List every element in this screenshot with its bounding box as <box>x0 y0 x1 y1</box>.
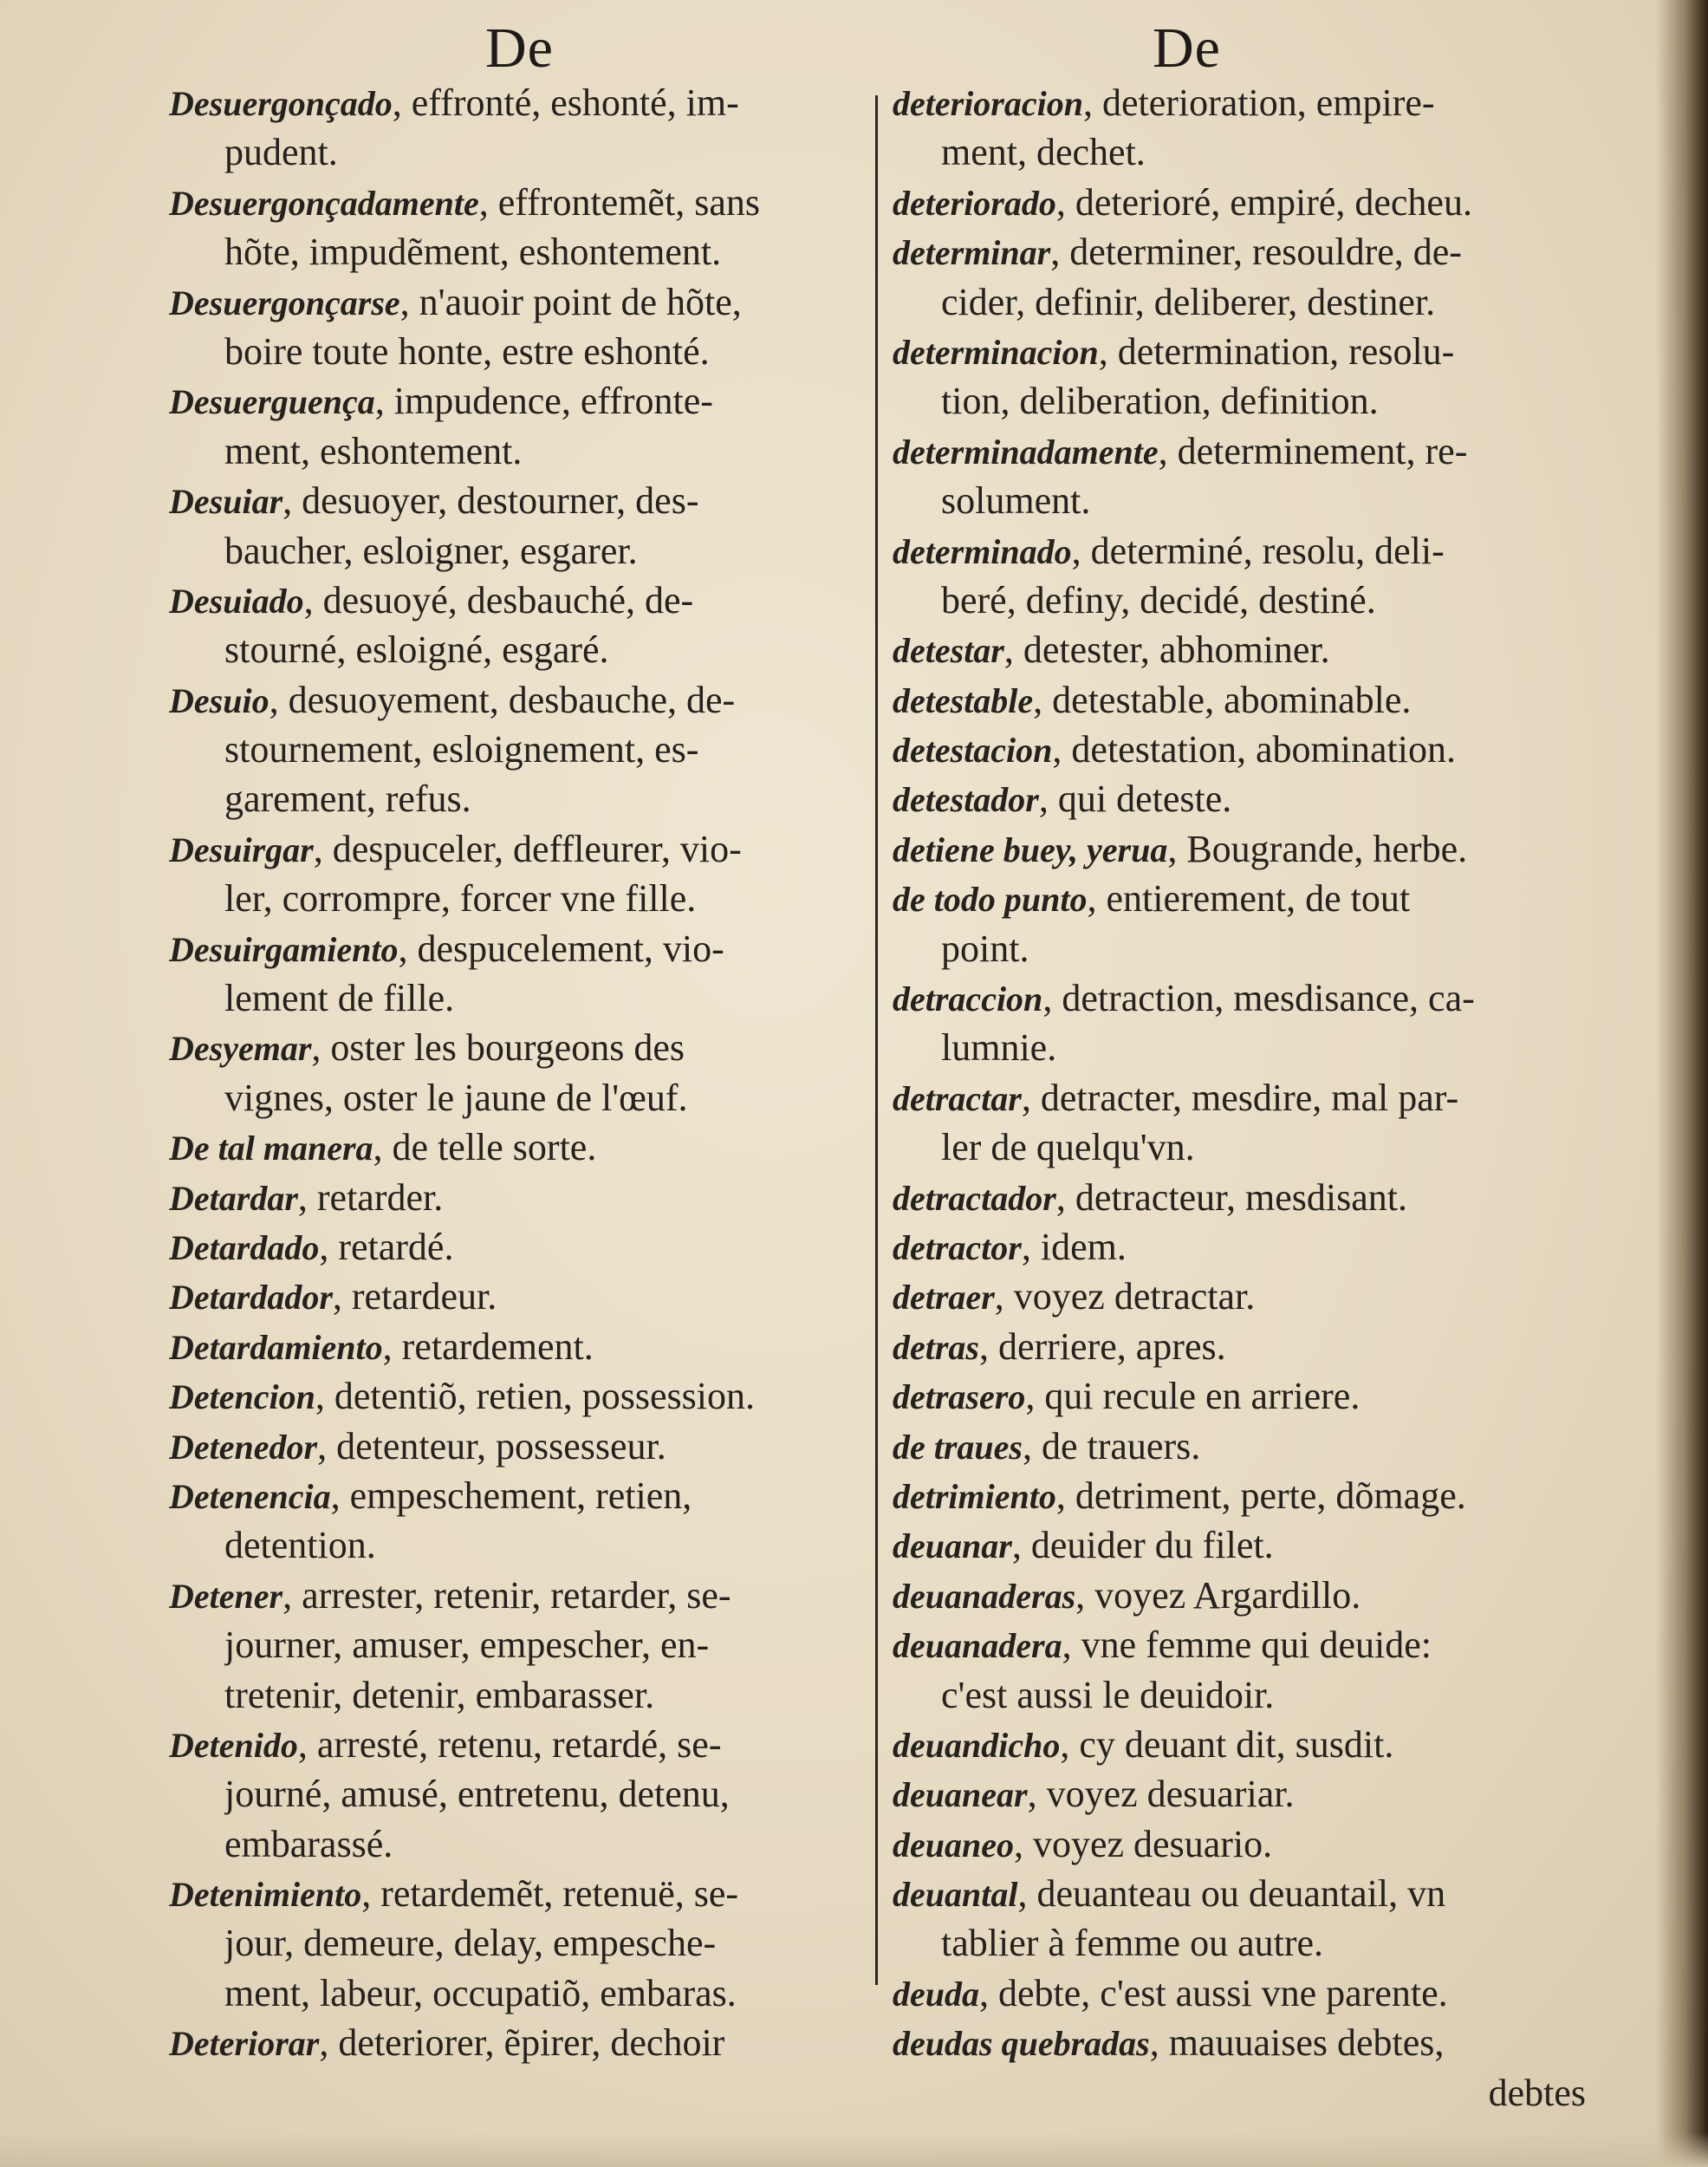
dictionary-entry <box>893 327 1586 376</box>
entry-definition: , despucelement, vio- <box>398 927 724 970</box>
entry-definition: , cy deuant dit, susdit. <box>1060 1722 1394 1766</box>
entry-definition: , deterioration, empire- <box>1082 81 1435 124</box>
dictionary-entry <box>169 376 862 426</box>
entry-definition: , detenteur, possesseur. <box>317 1424 666 1467</box>
entry-definition: , deteriorer, ẽpirer, dechoir <box>319 2021 725 2065</box>
entry-definition: , retardeur. <box>332 1275 497 1318</box>
entry-headword: Desuiar <box>169 482 283 522</box>
dictionary-entry <box>893 78 1586 127</box>
entry-headword: de traues <box>893 1427 1023 1467</box>
dictionary-entry <box>893 973 1586 1023</box>
entry-definition: , determiner, resouldre, de- <box>1050 231 1462 274</box>
dictionary-entry <box>169 1422 862 1471</box>
entry-headword: Desuergonçado <box>169 84 393 123</box>
entry-continuation: tretenir, detenir, embarasser. <box>224 1673 655 1716</box>
dictionary-entry <box>893 1720 1586 1769</box>
entry-continuation: stourné, esloigné, esgaré. <box>224 628 609 672</box>
entry-headword: detraccion <box>893 979 1043 1019</box>
dictionary-entry <box>169 1023 862 1072</box>
entry-headword: Detardar <box>169 1178 298 1218</box>
entry-definition: , despuceler, deffleurer, vio- <box>313 827 742 870</box>
entry-headword: determinado <box>893 531 1072 571</box>
entry-headword: Desuergonçadamente <box>169 183 479 223</box>
entry-definition: , desuoyer, destourner, des- <box>283 479 699 523</box>
entry-continuation: solument. <box>941 479 1091 523</box>
entry-headword: deuanaderas <box>893 1576 1076 1616</box>
dictionary-entry <box>169 1371 862 1421</box>
entry-headword: detraer <box>893 1278 995 1318</box>
dictionary-entry <box>893 1819 1586 1869</box>
entry-definition: , voyez desuariar. <box>1027 1773 1295 1816</box>
dictionary-entry <box>169 1222 862 1272</box>
dictionary-entry <box>893 1769 1586 1819</box>
entry-definition: , voyez detractar. <box>994 1275 1256 1318</box>
entry-continuation: ler, corrompre, forcer vne fille. <box>224 877 697 921</box>
entry-definition: , entierement, de tout <box>1087 877 1411 921</box>
entry-continuation: stournement, esloignement, es- <box>224 728 699 771</box>
entry-continuation: boire toute honte, estre eshonté. <box>224 329 710 373</box>
dictionary-entry <box>893 426 1586 476</box>
entry-definition: , effronté, eshonté, im- <box>392 81 739 124</box>
entry-definition: , retardemẽt, retenuë, se- <box>361 1872 739 1916</box>
running-head-left: De <box>485 16 554 80</box>
entry-headword: detractar <box>893 1078 1022 1118</box>
entry-definition: , qui deteste. <box>1038 778 1232 821</box>
entry-headword: Detenimiento <box>169 1875 362 1915</box>
entry-definition: , qui recule en arriere. <box>1025 1375 1361 1418</box>
entry-headword: deuanadera <box>893 1626 1062 1666</box>
entry-headword: determinar <box>893 233 1051 273</box>
entry-headword: Desuergonçarse <box>169 283 400 322</box>
dictionary-entry <box>893 526 1586 576</box>
entry-headword: detrasero <box>893 1377 1026 1417</box>
dictionary-entry <box>169 277 862 327</box>
dictionary-entry <box>893 824 1586 874</box>
entry-headword: deuda <box>893 1974 979 2014</box>
entry-headword: detestable <box>893 680 1034 720</box>
entry-headword: detractador <box>893 1178 1056 1218</box>
entry-definition: , deuider du filet. <box>1011 1524 1274 1567</box>
entry-continuation: c'est aussi le deuidoir. <box>941 1673 1275 1716</box>
entry-headword: Desuirgamiento <box>169 929 399 969</box>
entry-headword: deuanar <box>893 1526 1012 1566</box>
entry-definition: , detraction, mesdisance, ca- <box>1042 977 1475 1020</box>
entry-continuation: tion, deliberation, definition. <box>941 380 1379 423</box>
entry-headword: Desuerguença <box>169 382 375 422</box>
entry-continuation: jour, demeure, delay, empesche- <box>224 1922 717 1965</box>
entry-continuation: ment, labeur, occupatiõ, embaras. <box>224 1971 737 2014</box>
dictionary-entry <box>893 1222 1586 1272</box>
entry-headword: Detardado <box>169 1227 320 1267</box>
entry-definition: , determination, resolu- <box>1098 329 1455 373</box>
entry-continuation: garement, refus. <box>224 778 471 821</box>
entry-definition: , derriere, apres. <box>979 1324 1226 1368</box>
entry-headword: Detenencia <box>169 1476 331 1516</box>
dictionary-entry <box>893 675 1586 725</box>
entry-continuation: lumnie. <box>941 1026 1057 1070</box>
entry-headword: deuandicho <box>893 1725 1061 1765</box>
dictionary-entry <box>169 1123 862 1172</box>
entry-definition: , oster les bourgeons des <box>311 1026 685 1070</box>
entry-headword: Detenedor <box>169 1427 318 1467</box>
entry-headword: Detardador <box>169 1278 333 1318</box>
entry-definition: , detester, abhominer. <box>1003 628 1330 672</box>
entry-continuation: pudent. <box>224 131 338 174</box>
entry-definition: , retardement. <box>382 1324 594 1368</box>
dictionary-entry <box>169 1272 862 1321</box>
dictionary-entry <box>893 1620 1586 1669</box>
entry-definition: , detracter, mesdire, mal par- <box>1021 1076 1459 1119</box>
entry-continuation: ler de quelqu'vn. <box>941 1126 1195 1169</box>
entry-headword: deuaneo <box>893 1825 1014 1864</box>
column-divider <box>875 95 878 1985</box>
dictionary-entry <box>169 824 862 874</box>
dictionary-entry <box>169 78 862 127</box>
entry-definition: , retardé. <box>319 1225 454 1268</box>
entry-definition: , de trauers. <box>1023 1424 1201 1467</box>
entry-definition: , arrester, retenir, retarder, se- <box>283 1573 731 1617</box>
entry-headword: deuanear <box>893 1775 1028 1815</box>
entry-continuation: point. <box>941 927 1029 970</box>
entry-headword: Detardamiento <box>169 1327 383 1367</box>
right-column <box>893 78 1586 2118</box>
entry-continuation: beré, definy, decidé, destiné. <box>941 578 1376 621</box>
entry-definition: , detentiõ, retien, possession. <box>315 1375 756 1418</box>
entry-headword: detrimiento <box>893 1476 1056 1516</box>
entry-headword: Deteriorar <box>169 2024 320 2064</box>
entry-headword: detiene buey, yerua <box>893 830 1168 869</box>
entry-continuation: tablier à femme ou autre. <box>941 1922 1324 1965</box>
entry-definition: , voyez desuario. <box>1014 1822 1273 1865</box>
entry-headword: detras <box>893 1327 979 1367</box>
entry-definition: , desuoyement, desbauche, de- <box>269 678 736 721</box>
dictionary-entry <box>893 1869 1586 1918</box>
entry-definition: , detracteur, mesdisant. <box>1055 1175 1407 1219</box>
entry-headword: Desuio <box>169 680 270 720</box>
entry-headword: deterioracion <box>893 84 1083 123</box>
entry-headword: deuantal <box>893 1875 1018 1915</box>
entry-definition: , debte, c'est aussi vne parente. <box>979 1971 1448 2014</box>
entry-headword: De tal manera <box>169 1129 373 1168</box>
entry-headword: Detenido <box>169 1725 298 1765</box>
dictionary-entry <box>169 2018 862 2067</box>
dictionary-entry <box>169 1173 862 1222</box>
page-bottom-edge <box>0 2132 1708 2167</box>
entry-definition: , deuanteau ou deuantail, vn <box>1017 1872 1446 1916</box>
entry-headword: determinadamente <box>893 432 1159 472</box>
binding-shadow <box>1656 0 1708 2167</box>
entry-continuation: ment, eshontement. <box>224 429 523 472</box>
entry-headword: detestacion <box>893 731 1053 771</box>
dictionary-entry <box>169 675 862 725</box>
entry-continuation: ment, dechet. <box>941 131 1146 174</box>
left-column <box>169 78 862 2068</box>
dictionary-entry <box>893 1173 1586 1222</box>
entry-definition: , retarder. <box>297 1175 444 1219</box>
entry-continuation: hõte, impudẽment, eshontement. <box>224 231 722 274</box>
dictionary-entry <box>169 1471 862 1520</box>
dictionary-entry <box>893 1073 1586 1123</box>
entry-headword: de todo punto <box>893 880 1088 920</box>
dictionary-entry <box>893 178 1586 227</box>
entry-headword: Detencion <box>169 1377 315 1417</box>
entry-continuation: detention. <box>224 1524 376 1567</box>
entry-continuation: vignes, oster le jaune de l'œuf. <box>224 1076 688 1119</box>
entry-continuation: journé, amusé, entretenu, detenu, <box>224 1773 730 1816</box>
dictionary-entry <box>169 476 862 525</box>
entry-headword: detractor <box>893 1227 1022 1267</box>
dictionary-entry <box>893 1571 1586 1620</box>
entry-definition: , de telle sorte. <box>373 1126 597 1169</box>
dictionary-entry <box>893 1371 1586 1421</box>
entry-definition: , mauuaises debtes, <box>1149 2021 1445 2065</box>
entry-headword: detestador <box>893 780 1039 820</box>
entry-definition: , deterioré, empiré, decheu. <box>1055 180 1472 224</box>
dictionary-entry <box>169 1571 862 1620</box>
dictionary-entry <box>893 1969 1586 2018</box>
entry-headword: detestar <box>893 631 1004 671</box>
entry-continuation: embarassé. <box>224 1822 393 1865</box>
entry-headword: deudas quebradas <box>893 2024 1150 2064</box>
entry-definition: , empeschement, retien, <box>330 1474 692 1517</box>
entry-definition: , detestation, abomination. <box>1052 728 1456 771</box>
entry-definition: , detestable, abominable. <box>1033 678 1412 721</box>
dictionary-entry <box>893 1471 1586 1520</box>
dictionary-entry <box>893 1322 1586 1371</box>
dictionary-entry <box>893 1272 1586 1321</box>
entry-headword: determinacion <box>893 332 1099 372</box>
running-head-right: De <box>1153 16 1221 80</box>
dictionary-entry <box>893 1422 1586 1471</box>
dictionary-entry <box>169 1720 862 1769</box>
entry-headword: Desuiado <box>169 581 304 621</box>
entry-continuation: journer, amuser, empescher, en- <box>224 1624 710 1667</box>
entry-headword: Detener <box>169 1576 283 1616</box>
entry-definition: , impudence, effronte- <box>374 380 713 423</box>
dictionary-entry <box>169 178 862 227</box>
entry-definition: , desuoyé, desbauché, de- <box>303 578 694 621</box>
dictionary-entry <box>893 725 1586 774</box>
entry-definition: , effrontemẽt, sans <box>478 180 760 224</box>
entry-definition: , vne femme qui deuide: <box>1062 1624 1432 1667</box>
entry-headword: Desuirgar <box>169 830 314 869</box>
entry-headword: deteriorado <box>893 183 1056 223</box>
dictionary-entry <box>169 924 862 973</box>
entry-definition: , arresté, retenu, retardé, se- <box>297 1722 722 1766</box>
entry-definition: , idem. <box>1021 1225 1127 1268</box>
entry-continuation: lement de fille. <box>224 977 455 1020</box>
entry-definition: , determinement, re- <box>1158 429 1468 472</box>
dictionary-entry <box>893 874 1586 923</box>
dictionary-entry <box>893 774 1586 823</box>
dictionary-entry <box>169 1322 862 1371</box>
entry-definition: , determiné, resolu, deli- <box>1071 529 1445 572</box>
dictionary-entry <box>169 576 862 625</box>
dictionary-entry <box>893 227 1586 277</box>
dictionary-entry <box>893 1520 1586 1570</box>
entry-headword: Desyemar <box>169 1029 312 1069</box>
entry-definition: , Bougrande, herbe. <box>1167 827 1468 870</box>
dictionary-entry <box>169 1869 862 1918</box>
entry-continuation: cider, definir, deliberer, destiner. <box>941 280 1436 323</box>
dictionary-entry <box>893 2018 1586 2067</box>
entry-definition: , voyez Argardillo. <box>1075 1573 1361 1617</box>
catchword: debtes <box>1488 2071 1586 2114</box>
entry-definition: , n'auoir point de hõte, <box>399 280 742 323</box>
entry-definition: , detriment, perte, dõmage. <box>1055 1474 1466 1517</box>
dictionary-entry <box>893 625 1586 674</box>
entry-continuation: baucher, esloigner, esgarer. <box>224 529 638 572</box>
